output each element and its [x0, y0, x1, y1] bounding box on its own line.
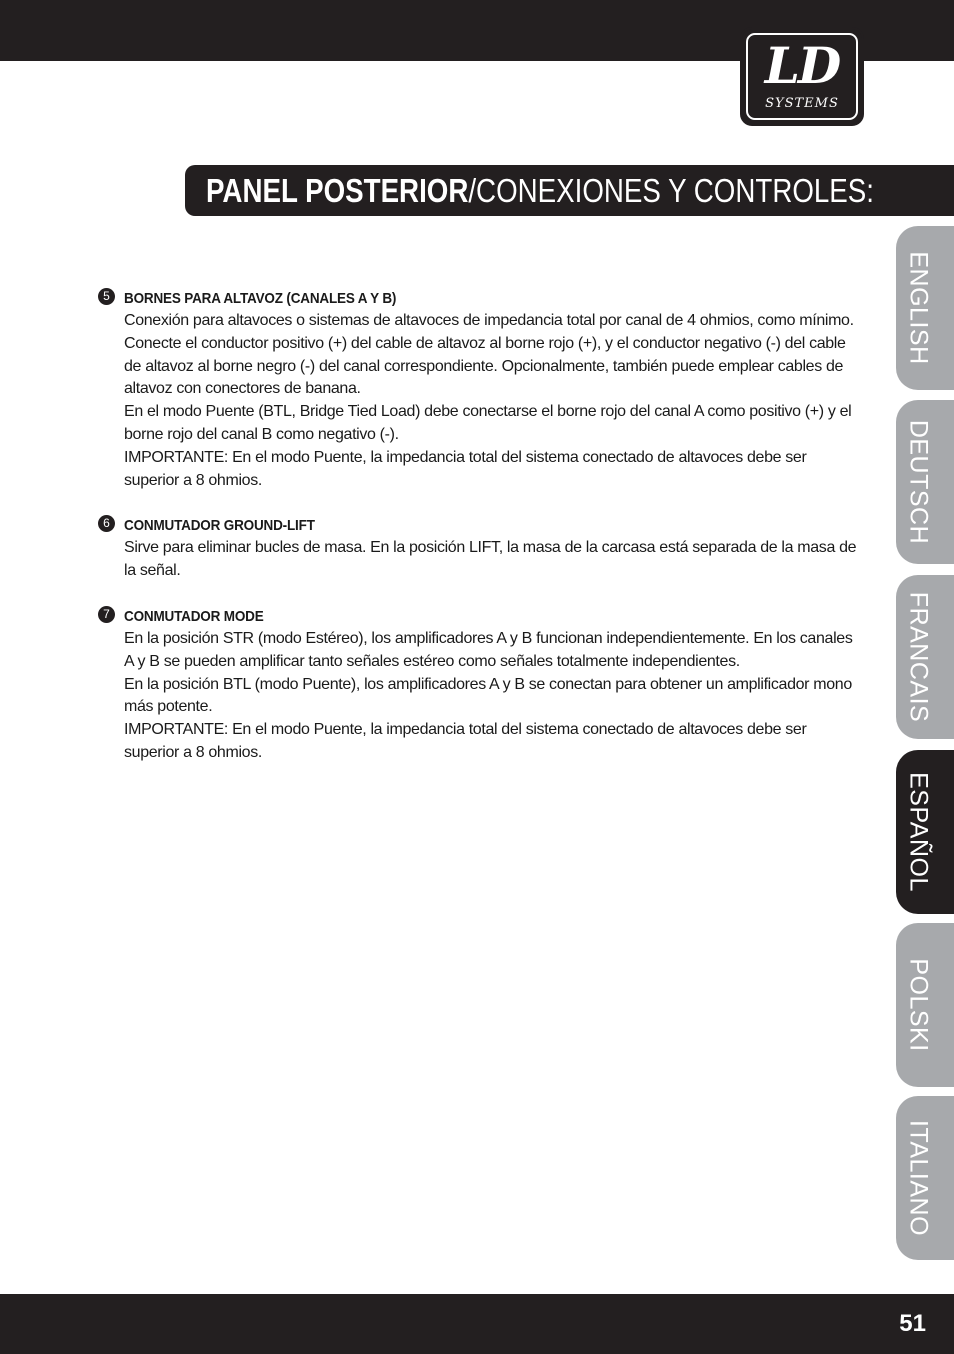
- tab-label: ITALIANO: [904, 1119, 933, 1237]
- item-heading: CONMUTADOR GROUND-LIFT: [124, 517, 315, 535]
- tab-deutsch[interactable]: [896, 400, 954, 564]
- item-heading: CONMUTADOR MODE: [124, 607, 264, 625]
- tab-label: FRANCAIS: [904, 591, 933, 723]
- item-heading: BORNES PARA ALTAVOZ (CANALES A Y B): [124, 290, 397, 307]
- tab-label: ESPAÑOL: [904, 772, 933, 892]
- bottom-bar: [0, 1294, 954, 1354]
- tab-english[interactable]: [896, 226, 954, 390]
- item-mode-switch: [98, 605, 858, 765]
- item-paragraph: IMPORTANTE: En el modo Puente, la impedancia total del sistema conectado de altavoces debe ser superior a 8 ohmios.: [124, 721, 807, 761]
- tab-italiano[interactable]: [896, 1096, 954, 1260]
- page-title-bold: PANEL POSTERIOR: [206, 172, 469, 209]
- section-title-bar: [185, 165, 954, 216]
- item-ground-lift: [98, 514, 858, 583]
- tab-label: POLSKI: [904, 958, 933, 1052]
- item-paragraph: En el modo Puente (BTL, Bridge Tied Load) debe conectarse el borne rojo del canal A como positivo (+) y el borne rojo del canal B como negativo (-).: [124, 403, 852, 443]
- tab-francais[interactable]: [896, 575, 954, 739]
- tab-espanol[interactable]: [896, 750, 954, 914]
- page-title: [206, 171, 874, 211]
- page-title-rest: /CONEXIONES Y CONTROLES:: [468, 172, 874, 209]
- item-number-badge: 6: [98, 515, 115, 532]
- logo-subtitle: SYSTEMS: [765, 96, 839, 111]
- item-number-badge: 5: [98, 288, 115, 305]
- item-speaker-terminals: [98, 287, 858, 492]
- item-paragraph: IMPORTANTE: En el modo Puente, la impedancia total del sistema conectado de altavoces debe ser superior a 8 ohmios.: [124, 448, 807, 489]
- tab-label: DEUTSCH: [904, 419, 933, 545]
- logo-mark: LD: [764, 36, 840, 95]
- content: [98, 287, 858, 787]
- tab-label: ENGLISH: [904, 251, 933, 365]
- item-paragraph: Sirve para eliminar bucles de masa. En la posición LIFT, la masa de la carcasa está separada de la masa de la señal.: [124, 539, 857, 580]
- page-number: 51: [899, 1310, 926, 1337]
- tab-polski[interactable]: [896, 923, 954, 1087]
- logo-frame: [746, 33, 858, 120]
- item-paragraph: En la posición STR (modo Estéreo), los amplificadores A y B funcionan independientemente. En los canales A y B se pueden amplificar tanto señales estéreo como señales totalmente independientes.: [124, 629, 853, 670]
- item-number-badge: 7: [98, 606, 115, 623]
- item-paragraph: En la posición BTL (modo Puente), los amplificadores A y B se conectan para obtener un amplificador mono más potente.: [124, 675, 852, 716]
- ld-systems-logo: [740, 27, 864, 126]
- item-paragraph: Conexión para altavoces o sistemas de altavoces de impedancia total por canal de 4 ohmios, como mínimo. Conecte el conductor positivo (+) del cable de altavoz al borne rojo (+), y el conductor negativo (-) del cable de altavoz al borne negro (-) del canal correspondiente. Opcionalmente, también puede emplear cables de altavoz con conectores de banana.: [124, 312, 854, 398]
